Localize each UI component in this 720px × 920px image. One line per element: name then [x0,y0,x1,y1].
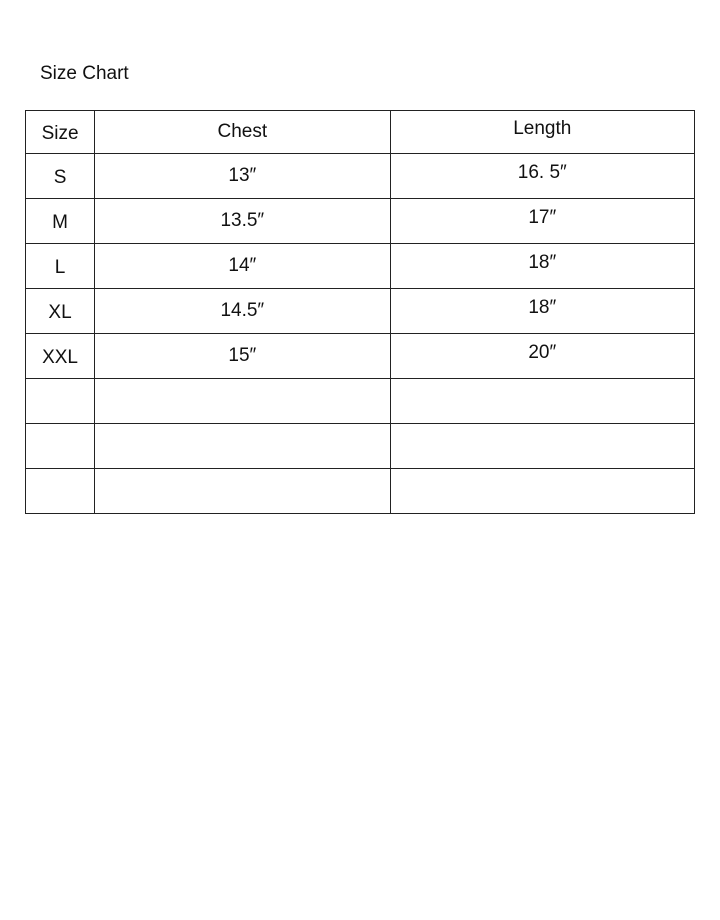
size-cell [26,424,95,469]
header-length: Length [390,111,694,154]
page-title: Size Chart [40,63,129,84]
table-header-row [26,111,695,154]
size-cell: XL [26,289,95,334]
length-cell: 18″ [390,244,694,289]
table-row [26,334,695,379]
size-cell [26,379,95,424]
length-cell [390,424,694,469]
size-chart-table [25,110,695,514]
length-cell: 20″ [390,334,694,379]
chest-cell [95,379,390,424]
chest-cell: 14″ [95,244,390,289]
header-chest: Chest [95,111,390,154]
chest-cell [95,469,390,514]
chest-cell: 13″ [95,154,390,199]
size-cell: M [26,199,95,244]
table-row [26,244,695,289]
table-row [26,199,695,244]
table-row-empty [26,469,695,514]
length-cell: 16. 5″ [390,154,694,199]
size-cell: XXL [26,334,95,379]
size-cell [26,469,95,514]
size-cell: S [26,154,95,199]
table-row [26,289,695,334]
table-row-empty [26,424,695,469]
chest-cell [95,424,390,469]
size-cell: L [26,244,95,289]
table-row [26,154,695,199]
length-cell: 17″ [390,199,694,244]
chest-cell: 13.5″ [95,199,390,244]
table-row-empty [26,379,695,424]
length-cell [390,379,694,424]
length-cell [390,469,694,514]
chest-cell: 15″ [95,334,390,379]
length-cell: 18″ [390,289,694,334]
header-size: Size [26,111,95,154]
chest-cell: 14.5″ [95,289,390,334]
